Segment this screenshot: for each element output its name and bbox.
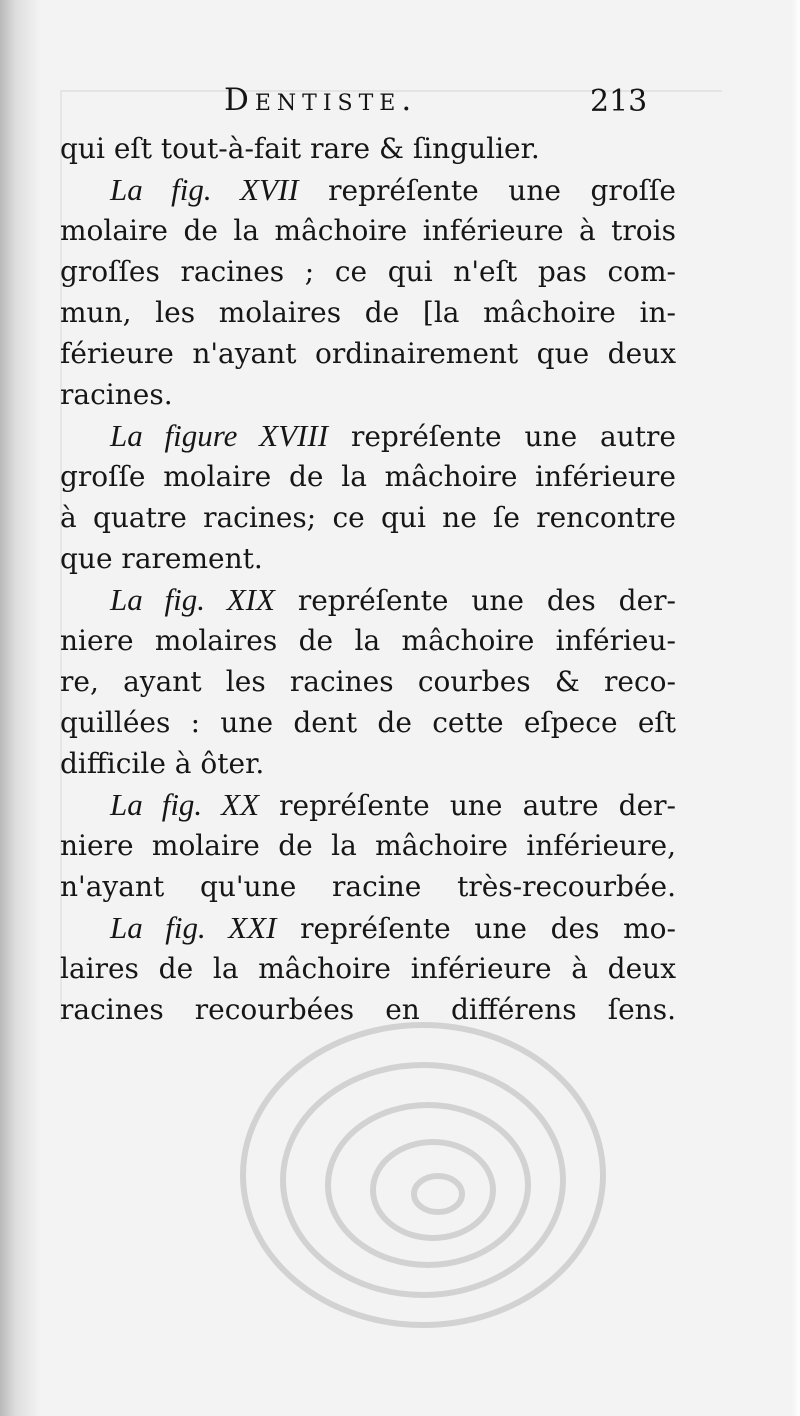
text-line xyxy=(60,292,676,333)
text-line xyxy=(60,374,676,415)
text-line xyxy=(60,333,676,374)
page-number: 213 xyxy=(590,84,648,119)
line-text: à quatre racines; ce qui ne ſe rencontre xyxy=(60,501,676,534)
text-line xyxy=(60,538,676,579)
text-line xyxy=(60,579,676,620)
line-text: repréſente une autre xyxy=(328,420,676,453)
line-text: racines. xyxy=(60,378,173,411)
paragraph xyxy=(60,128,676,169)
text-line xyxy=(60,128,676,169)
text-line xyxy=(60,907,676,948)
line-text: laires de la mâchoire inférieure à deux xyxy=(60,952,676,985)
text-line xyxy=(60,866,676,907)
figure-reference: La figure XVIII xyxy=(110,418,329,453)
running-head xyxy=(0,76,800,126)
line-text: repréſente une groſſe xyxy=(298,174,676,207)
line-text: que rarement. xyxy=(60,542,263,575)
text-line xyxy=(60,784,676,825)
page-gutter-shadow xyxy=(0,0,40,1416)
paragraph xyxy=(60,169,676,415)
paragraph xyxy=(60,907,676,1030)
figure-reference: La fig. XVII xyxy=(110,172,299,207)
line-text: repréſente une des der- xyxy=(274,584,676,617)
line-text: quillées : une dent de cette eſpece eſt xyxy=(60,706,676,739)
line-text: groſſe molaire de la mâchoire inférieure xyxy=(60,460,676,493)
paragraph xyxy=(60,579,676,784)
text-line xyxy=(60,456,676,497)
text-line xyxy=(60,989,676,1030)
body-text xyxy=(60,128,676,1030)
line-text: qui eſt tout-à-fait rare & ſingulier. xyxy=(60,132,540,165)
line-text: repréſente une autre der- xyxy=(259,789,676,822)
text-line xyxy=(60,415,676,456)
text-line xyxy=(60,825,676,866)
line-text: repréſente une des mo- xyxy=(276,912,677,945)
text-line xyxy=(60,169,676,210)
line-text: n'ayant qu'une racine très-recourbée. xyxy=(60,870,676,903)
line-text: re, ayant les racines courbes & reco- xyxy=(60,665,676,698)
line-text: difficile à ôter. xyxy=(60,747,265,780)
page-edge xyxy=(792,0,800,1416)
line-text: niere molaires de la mâchoire inférieu- xyxy=(60,624,676,657)
text-line xyxy=(60,497,676,538)
running-head-title: Dentiste. xyxy=(224,82,418,118)
line-text: molaire de la mâchoire inférieure à trois xyxy=(60,214,676,247)
text-line xyxy=(60,743,676,784)
show-through-spiral-illustration xyxy=(228,1010,618,1340)
line-text: racines recourbées en différens ſens. xyxy=(60,993,676,1026)
text-line xyxy=(60,948,676,989)
paragraph xyxy=(60,784,676,907)
figure-reference: La fig. XIX xyxy=(110,582,275,617)
line-text: groſſes racines ; ce qui n'eſt pas com- xyxy=(60,255,676,288)
line-text: mun, les molaires de [la mâchoire in- xyxy=(60,296,676,329)
figure-reference: La fig. XXI xyxy=(110,910,277,945)
text-line xyxy=(60,251,676,292)
line-text: férieure n'ayant ordinairement que deux xyxy=(60,337,676,370)
text-line xyxy=(60,210,676,251)
paragraph xyxy=(60,415,676,579)
line-text: niere molaire de la mâchoire inférieure, xyxy=(60,829,676,862)
text-line xyxy=(60,661,676,702)
text-line xyxy=(60,620,676,661)
text-line xyxy=(60,702,676,743)
figure-reference: La fig. XX xyxy=(110,787,260,822)
